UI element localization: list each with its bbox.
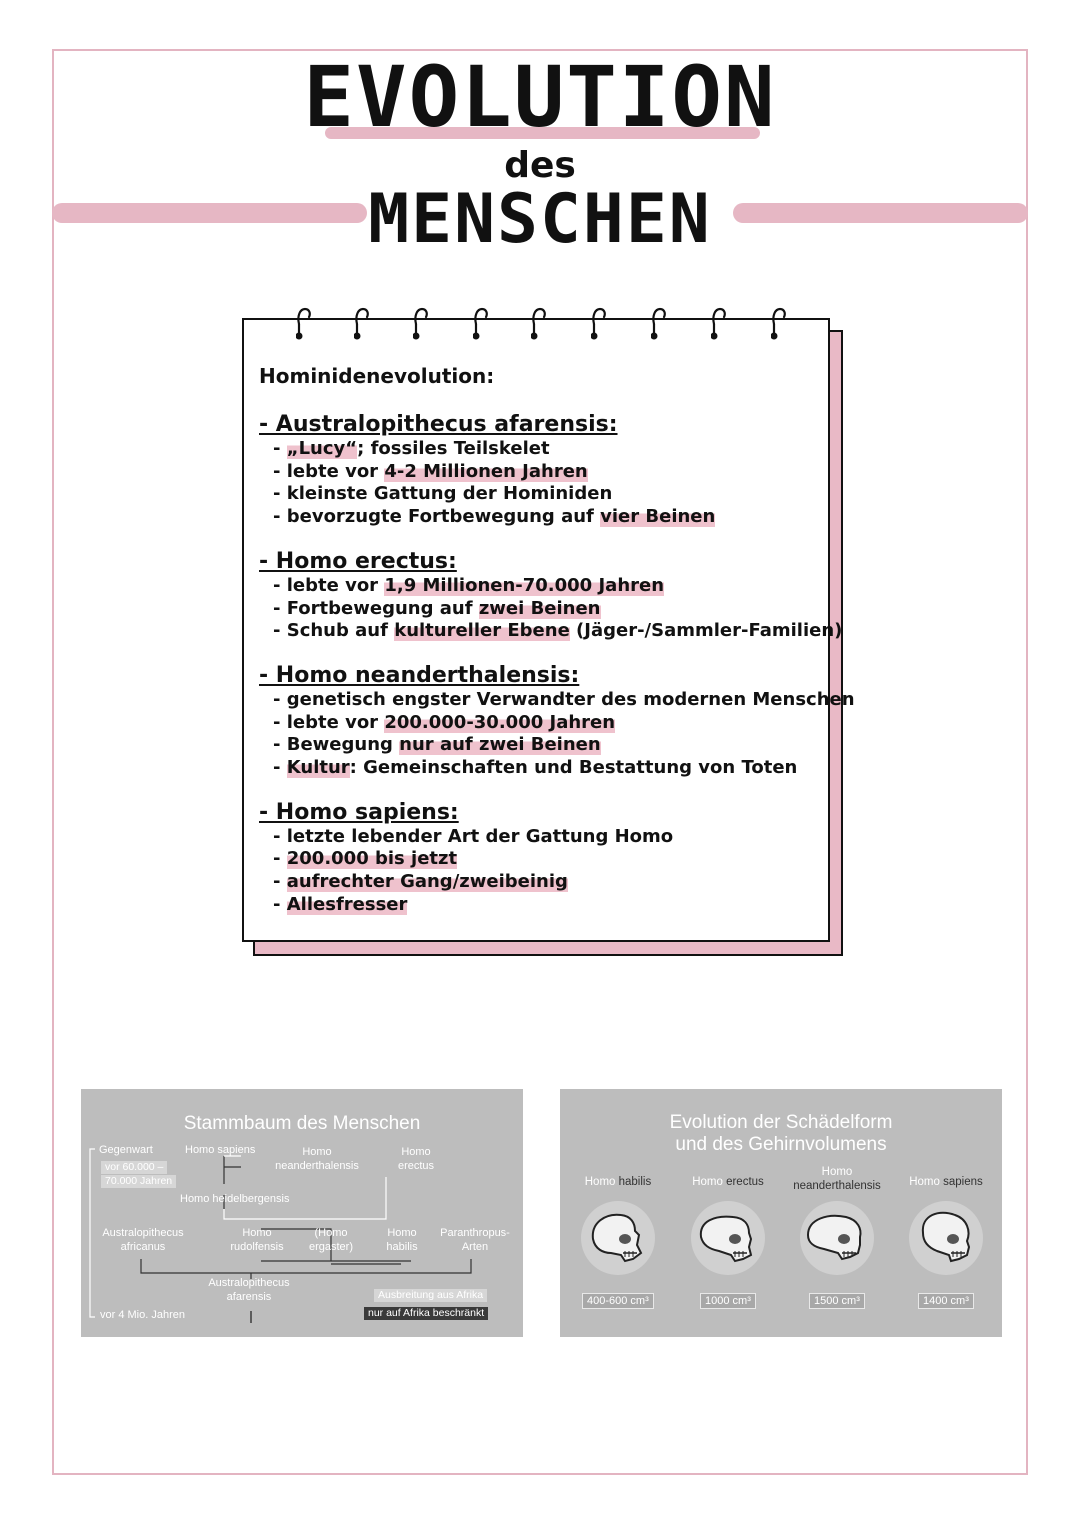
species-section-title: - Homo erectus: [259,548,457,574]
label-ergaster-species: ergaster) [308,1241,354,1253]
fact-item: - aufrechter Gang/zweibeinig [273,871,568,893]
stammbaum-panel [81,1089,523,1337]
species-section [259,662,855,780]
brain-volume-badge: 1000 cm³ [700,1293,756,1309]
label-vor-60000: vor 60.000 – [101,1161,167,1174]
fact-item: - Schub auf kultureller Ebene (Jäger-/Sammler-Familien) [273,620,843,642]
notebook-content [259,364,855,937]
label-heidelbergensis: Homo heidelbergensis [180,1193,290,1205]
skull-species-name: Homo habilis [584,1176,652,1188]
skull-species-name: Homo erectus [692,1176,764,1188]
label-paranthropus-genus: Paranthropus- [440,1227,510,1239]
spiral-ring [771,306,785,336]
highlighted-text: aufrechter Gang/zweibeinig [286,871,568,893]
fact-item: - lebte vor 200.000-30.000 Jahren [273,711,616,733]
notebook-sections [259,412,855,917]
highlighted-text: 4-2 Millionen Jahren [384,460,588,482]
schaedel-panel [560,1089,1002,1337]
fact-item: - 200.000 bis jetzt [273,848,458,870]
fact-item: - Kultur: Gemeinschaften und Bestattung von Toten [273,757,798,779]
schaedel-title-line2: und des Gehirnvolumens [675,1134,887,1155]
spiral-ring [296,306,310,336]
label-vor-4-mio: vor 4 Mio. Jahren [100,1309,185,1321]
skull-icon [800,1201,874,1275]
skull-species-name: Homo sapiens [909,1176,983,1188]
label-afarensis-species: afarensis [226,1291,272,1303]
brain-volume-badge: 400-600 cm³ [582,1293,654,1309]
spiral-ring [473,306,487,336]
label-habilis-species: habilis [386,1241,418,1253]
label-rudolfensis-genus: Homo [242,1227,272,1239]
highlighted-text: nur auf zwei Beinen [399,734,601,756]
fact-item: - Fortbewegung auf zwei Beinen [273,597,601,619]
label-vor-70000: 70.000 Jahren [101,1175,176,1188]
label-erectus-species: erectus [397,1160,435,1172]
fact-item: - lebte vor 1,9 Millionen-70.000 Jahren [273,574,665,596]
skull-icon [691,1201,765,1275]
label-neanderthalensis-genus: Homo [302,1146,332,1158]
label-ergaster-genus: (Homo [314,1227,348,1239]
fact-item: - lebte vor 4-2 Millionen Jahren [273,460,588,482]
highlighted-text: vier Beinen [600,506,716,528]
title-menschen: MENSCHEN [368,180,712,259]
title-des: des [504,145,576,186]
label-erectus-genus: Homo [401,1146,431,1158]
label-homo-sapiens: Homo sapiens [185,1144,256,1156]
fact-item: - „Lucy“; fossiles Teilskelet [273,438,550,459]
spiral-ring [651,306,665,336]
brain-volume-badge: 1400 cm³ [918,1293,974,1309]
notebook-heading: Hominidenevolution: [259,364,495,388]
species-section-title: - Australopithecus afarensis: [259,412,618,437]
highlighted-text: 200.000-30.000 Jahren [384,711,616,733]
fact-item: - letzte lebender Art der Gattung Homo [273,825,674,847]
highlighted-text: Kultur [286,757,350,779]
fact-item: - genetisch engster Verwandter des modernen Menschen [273,688,855,710]
spiral-ring [413,306,427,336]
label-africanus-species: africanus [120,1241,166,1253]
skull-icon [909,1201,983,1275]
species-section [259,548,843,643]
highlighted-text: 1,9 Millionen-70.000 Jahren [384,574,665,596]
brain-volume-badge: 1500 cm³ [809,1293,865,1309]
legend-ausbreitung: Ausbreitung aus Afrika [374,1289,487,1302]
highlighted-text: 200.000 bis jetzt [286,848,458,870]
species-section [259,800,829,917]
label-rudolfensis-species: rudolfensis [230,1241,284,1253]
highlighted-text: kultureller Ebene [394,620,570,642]
highlighted-text: Allesfresser [286,893,408,915]
skull-icon [581,1201,655,1275]
skull-species-name: Homo neanderthalensis [793,1166,881,1192]
stammbaum-title: Stammbaum des Menschen [183,1113,421,1134]
title-evolution: EVOLUTION [303,48,777,146]
fact-item: - kleinste Gattung der Hominiden [273,483,613,505]
label-paranthropus-species: Arten [461,1241,489,1253]
highlighted-text: „Lucy“ [286,438,358,459]
label-afarensis-genus: Australopithecus [208,1277,290,1289]
legend-afrika: nur auf Afrika beschränkt [364,1307,488,1320]
spiral-ring [531,306,545,336]
label-neanderthalensis-species: neanderthalensis [275,1160,359,1172]
species-section [259,412,829,529]
label-africanus-genus: Australopithecus [102,1227,184,1239]
spiral-ring [711,306,725,336]
species-section-title: - Homo neanderthalensis: [259,662,580,688]
highlighted-text: zwei Beinen [478,597,601,619]
fact-item: - Allesfresser [273,893,408,915]
label-gegenwart: Gegenwart [99,1144,153,1156]
spiral-ring [354,306,368,336]
fact-item: - bevorzugte Fortbewegung auf vier Beinen [273,506,716,528]
species-section-title: - Homo sapiens: [259,799,459,825]
spiral-ring [591,306,605,336]
schaedel-title-line1: Evolution der Schädelform [669,1112,893,1133]
fact-item: - Bewegung nur auf zwei Beinen [273,734,601,756]
label-habilis-genus: Homo [387,1227,417,1239]
